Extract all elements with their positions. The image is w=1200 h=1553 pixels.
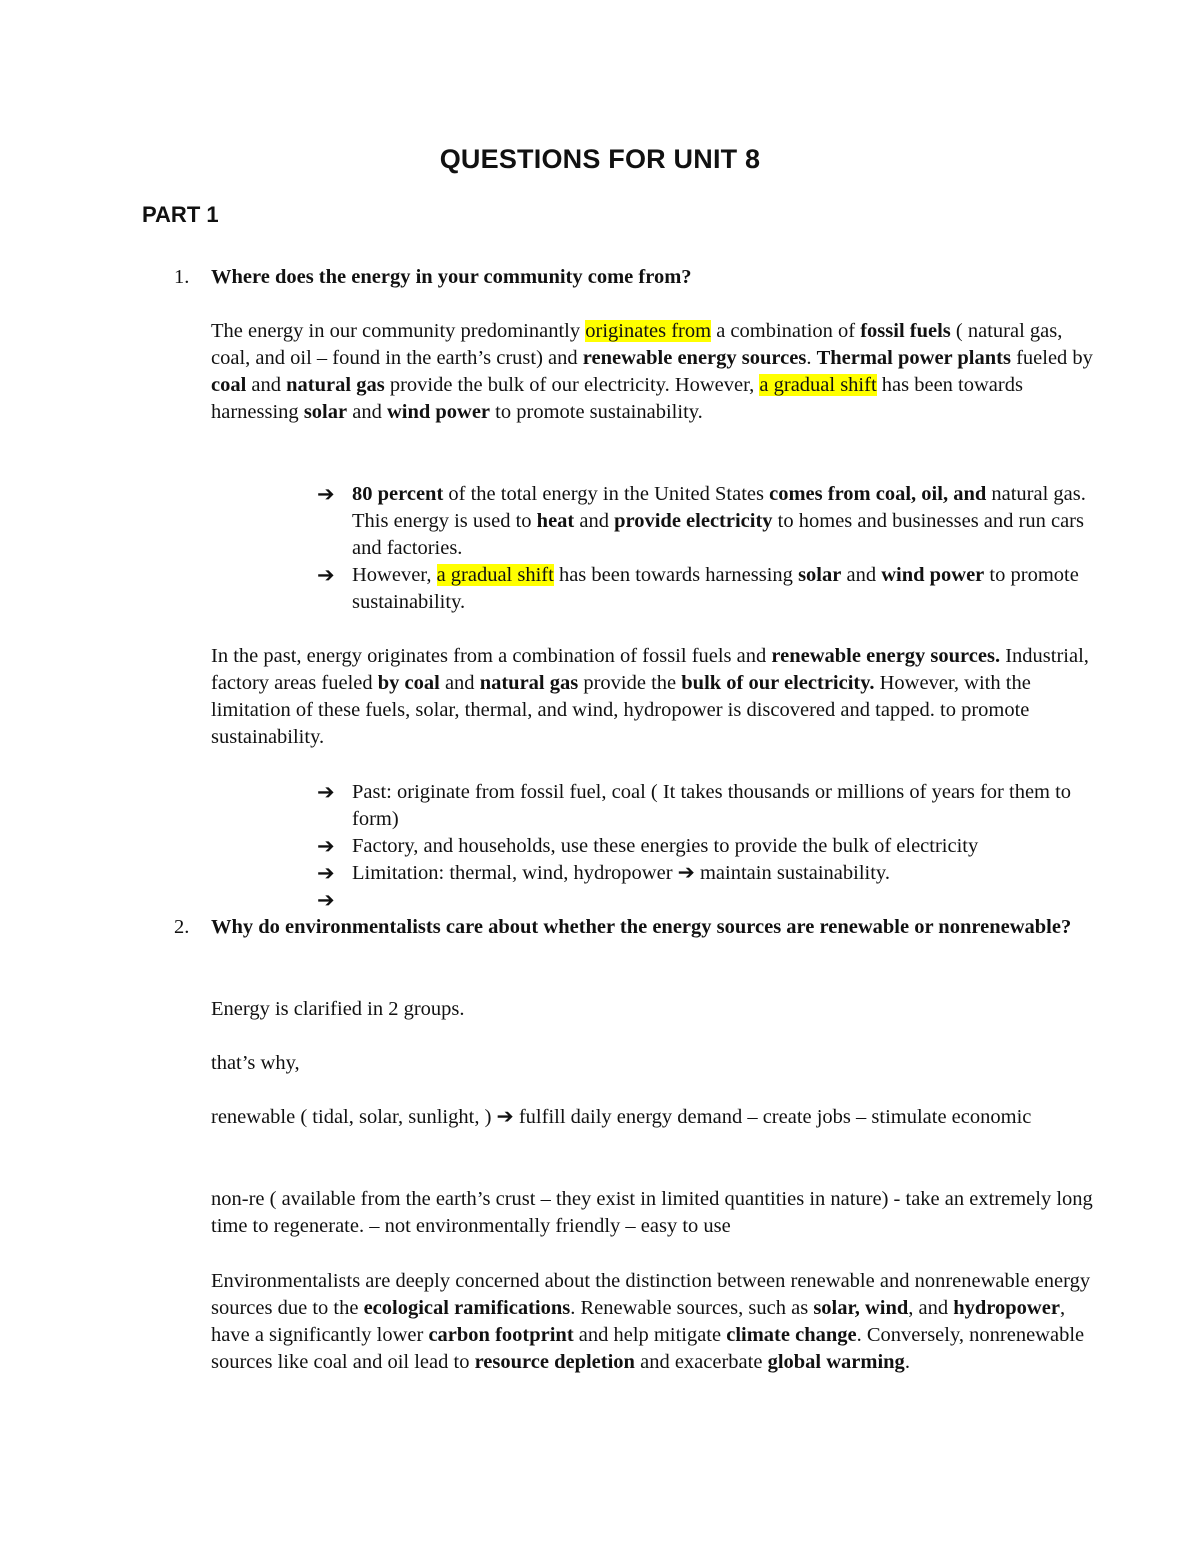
answer-paragraph: The energy in our community predominantly originates from a combination of fossil fuels ( natural gas, coal, and oil – found in the earth’s crust) and renewable energy sources. Thermal power plants fueled by coal and natural gas provide the bulk of our electricity. However, a gradual shift has been towards harnessing solar and wind power to promote sustainability.	[211, 320, 1093, 423]
bullet-item: Limitation: thermal, wind, hydropower ➔ maintain sustainability.	[352, 862, 890, 884]
right-arrow-icon: ➔	[317, 861, 335, 885]
bullet-item: However, a gradual shift has been towards harnessing solar and wind power to promote sustainability.	[352, 564, 1079, 613]
bullet-item: Factory, and households, use these energies to provide the bulk of electricity	[352, 835, 979, 857]
right-arrow-icon: ➔	[317, 888, 335, 912]
highlight: a gradual shift	[436, 564, 554, 586]
document-title: QUESTIONS FOR UNIT 8	[439, 144, 761, 174]
bullet-item: 80 percent of the total energy in the United States comes from coal, oil, and natural gas. This energy is used to heat and provide electricity to homes and businesses and run cars and factories.	[352, 483, 1086, 559]
question-2: Why do environmentalists care about whether the energy sources are renewable or nonrenewable?	[211, 916, 1072, 938]
answer-line: non-re ( available from the earth’s crust – they exist in limited quantities in nature) - take an extremely long time to regenerate. – not environmentally friendly – easy to use	[211, 1188, 1093, 1237]
right-arrow-icon: ➔	[677, 862, 695, 884]
answer-line: Energy is clarified in 2 groups.	[211, 998, 465, 1020]
question-number: 1.	[174, 266, 190, 288]
question-number: 2.	[174, 916, 190, 938]
answer-paragraph: Environmentalists are deeply concerned about the distinction between renewable and nonrenewable energy sources due to the ecological ramifications. Renewable sources, such as solar, wind, and hydropower, have a significantly lower carbon footprint and help mitigate climate change. Conversely, nonrenewable sources like coal and oil lead to resource depletion and exacerbate global warming.	[211, 1270, 1091, 1373]
answer-line: renewable ( tidal, solar, sunlight, ) ➔ fulfill daily energy demand – create jobs – stimulate economic	[211, 1106, 1032, 1128]
right-arrow-icon: ➔	[317, 563, 335, 587]
highlight: originates from	[585, 320, 712, 342]
answer-line: that’s why,	[211, 1052, 300, 1074]
right-arrow-icon: ➔	[317, 834, 335, 858]
right-arrow-icon: ➔	[317, 482, 335, 506]
answer-paragraph: In the past, energy originates from a combination of fossil fuels and renewable energy sources. Industrial, factory areas fueled by coal and natural gas provide the bulk of our electricity. However, with the limitation of these fuels, solar, thermal, and wind, hydropower is discovered and tapped. to promote sustainability.	[211, 645, 1089, 748]
part-heading: PART 1	[142, 202, 219, 227]
question-1: Where does the energy in your community come from?	[211, 266, 692, 288]
bullet-item: Past: originate from fossil fuel, coal ( It takes thousands or millions of years for them to form)	[352, 781, 1072, 830]
highlight: a gradual shift	[759, 374, 877, 396]
right-arrow-icon: ➔	[317, 780, 335, 804]
right-arrow-icon: ➔	[496, 1106, 514, 1128]
